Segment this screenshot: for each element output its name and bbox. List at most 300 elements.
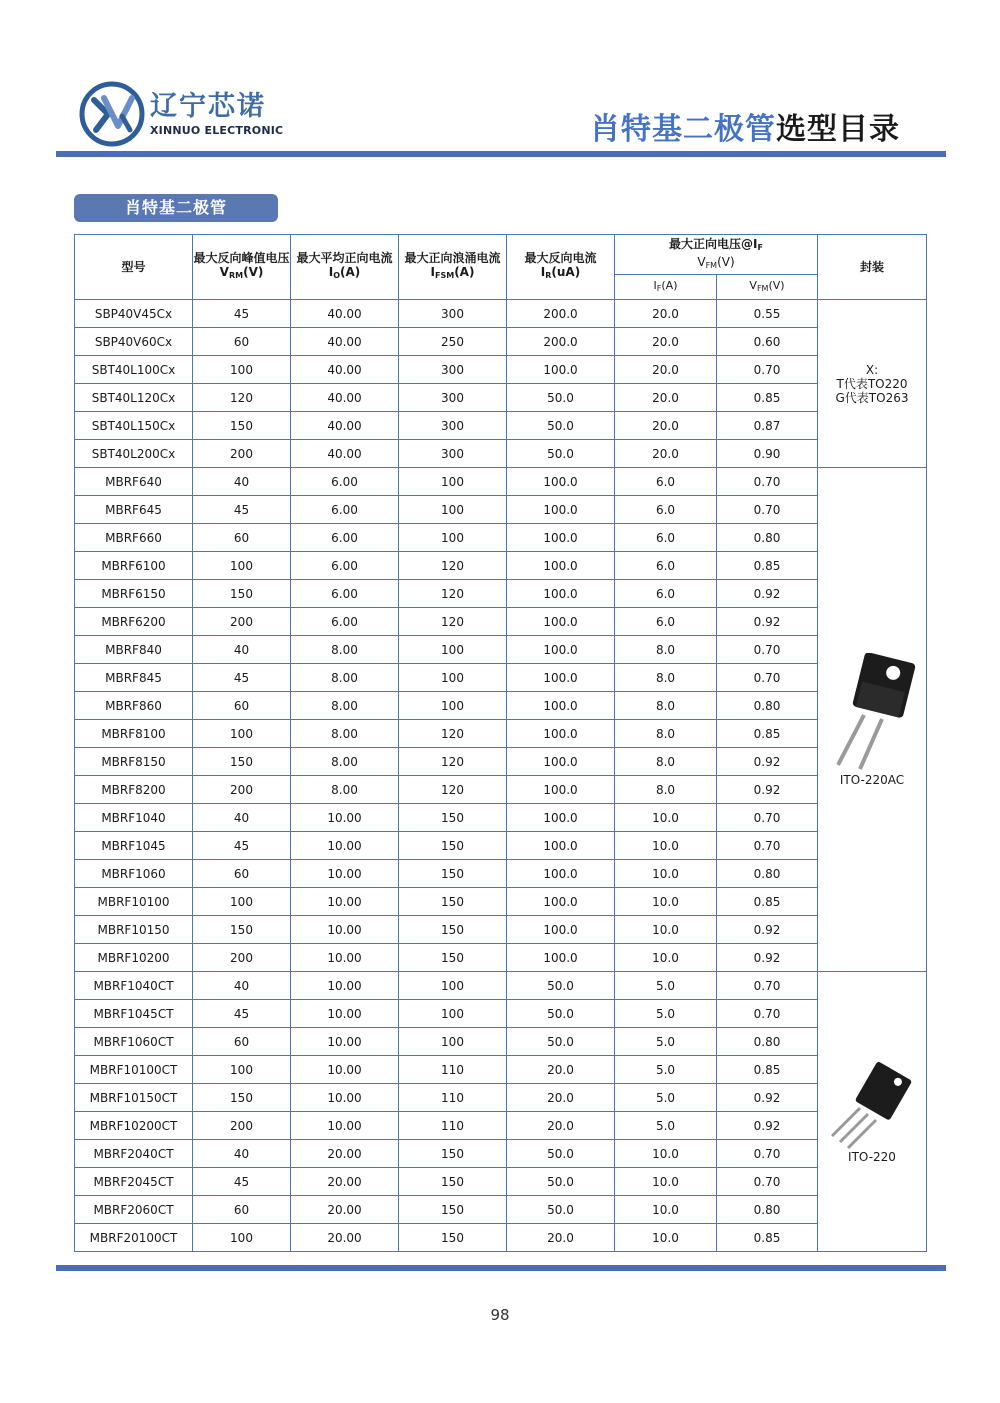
ito220-package-icon	[818, 1060, 926, 1150]
cell-vrm: 45	[193, 664, 291, 692]
catalog-title-part2: 选型目录	[776, 112, 900, 147]
cell-vfm: 0.80	[717, 1028, 818, 1056]
table-row	[75, 608, 927, 636]
cell-model: SBT40L200Cx	[75, 440, 193, 468]
cell-ir: 50.0	[507, 1140, 615, 1168]
cell-if: 20.0	[615, 300, 717, 328]
table-row	[75, 496, 927, 524]
cell-vfm: 0.70	[717, 636, 818, 664]
table-row	[75, 412, 927, 440]
table-row	[75, 328, 927, 356]
cell-ir: 50.0	[507, 1196, 615, 1224]
cell-io: 10.00	[291, 916, 399, 944]
package-cell	[818, 468, 927, 972]
cell-ir: 100.0	[507, 804, 615, 832]
table-row	[75, 832, 927, 860]
cell-model: MBRF10200	[75, 944, 193, 972]
cell-io: 6.00	[291, 468, 399, 496]
cell-io: 6.00	[291, 552, 399, 580]
selection-table-body	[75, 300, 927, 1252]
cell-vrm: 200	[193, 776, 291, 804]
cell-ifsm: 150	[399, 1196, 507, 1224]
cell-io: 20.00	[291, 1224, 399, 1252]
table-row	[75, 1196, 927, 1224]
cell-io: 10.00	[291, 888, 399, 916]
cell-model: SBT40L120Cx	[75, 384, 193, 412]
cell-model: MBRF1045CT	[75, 1000, 193, 1028]
cell-vfm: 0.80	[717, 860, 818, 888]
cell-vrm: 45	[193, 496, 291, 524]
cell-if: 10.0	[615, 1168, 717, 1196]
cell-model: MBRF640	[75, 468, 193, 496]
cell-vrm: 200	[193, 440, 291, 468]
footer-divider	[56, 1265, 946, 1271]
cell-vrm: 60	[193, 524, 291, 552]
cell-ifsm: 100	[399, 496, 507, 524]
cell-ir: 50.0	[507, 412, 615, 440]
cell-io: 8.00	[291, 720, 399, 748]
cell-ir: 100.0	[507, 860, 615, 888]
cell-if: 5.0	[615, 1084, 717, 1112]
cell-vfm: 0.92	[717, 944, 818, 972]
cell-if: 10.0	[615, 860, 717, 888]
table-row	[75, 692, 927, 720]
page-number: 98	[490, 1306, 510, 1324]
cell-ir: 20.0	[507, 1112, 615, 1140]
cell-io: 10.00	[291, 1084, 399, 1112]
cell-io: 6.00	[291, 608, 399, 636]
cell-ifsm: 100	[399, 1028, 507, 1056]
cell-ir: 200.0	[507, 300, 615, 328]
cell-vfm: 0.70	[717, 1140, 818, 1168]
cell-ir: 100.0	[507, 888, 615, 916]
table-row	[75, 356, 927, 384]
cell-io: 8.00	[291, 776, 399, 804]
cell-vfm: 0.60	[717, 328, 818, 356]
cell-vfm: 0.70	[717, 832, 818, 860]
cell-ifsm: 120	[399, 608, 507, 636]
cell-io: 10.00	[291, 860, 399, 888]
cell-vrm: 45	[193, 1000, 291, 1028]
cell-model: MBRF6100	[75, 552, 193, 580]
cell-if: 8.0	[615, 664, 717, 692]
table-row	[75, 720, 927, 748]
cell-if: 10.0	[615, 1140, 717, 1168]
table-row	[75, 1224, 927, 1252]
cell-if: 10.0	[615, 1224, 717, 1252]
cell-io: 6.00	[291, 496, 399, 524]
cell-ir: 100.0	[507, 692, 615, 720]
cell-io: 10.00	[291, 944, 399, 972]
cell-model: MBRF1060CT	[75, 1028, 193, 1056]
cell-vfm: 0.92	[717, 608, 818, 636]
cell-io: 8.00	[291, 636, 399, 664]
cell-vfm: 0.85	[717, 888, 818, 916]
cell-ifsm: 100	[399, 524, 507, 552]
cell-io: 10.00	[291, 1056, 399, 1084]
cell-vfm: 0.85	[717, 1056, 818, 1084]
cell-model: SBT40L100Cx	[75, 356, 193, 384]
cell-ifsm: 150	[399, 1168, 507, 1196]
cell-vfm: 0.70	[717, 804, 818, 832]
cell-ifsm: 300	[399, 440, 507, 468]
cell-ir: 100.0	[507, 608, 615, 636]
cell-ir: 100.0	[507, 720, 615, 748]
cell-if: 20.0	[615, 412, 717, 440]
cell-vfm: 0.70	[717, 1168, 818, 1196]
cell-ir: 100.0	[507, 356, 615, 384]
cell-ifsm: 100	[399, 1000, 507, 1028]
cell-vrm: 40	[193, 972, 291, 1000]
cell-ir: 100.0	[507, 636, 615, 664]
table-row	[75, 1168, 927, 1196]
cell-model: MBRF10150CT	[75, 1084, 193, 1112]
package-label: ITO-220	[848, 1149, 896, 1164]
cell-ir: 100.0	[507, 524, 615, 552]
cell-io: 40.00	[291, 328, 399, 356]
header-divider	[56, 151, 946, 157]
cell-io: 20.00	[291, 1140, 399, 1168]
cell-if: 8.0	[615, 692, 717, 720]
cell-ir: 100.0	[507, 832, 615, 860]
cell-if: 10.0	[615, 804, 717, 832]
cell-vrm: 120	[193, 384, 291, 412]
cell-vfm: 0.92	[717, 1112, 818, 1140]
cell-model: MBRF1040CT	[75, 972, 193, 1000]
cell-vrm: 45	[193, 300, 291, 328]
cell-if: 10.0	[615, 1196, 717, 1224]
cell-model: MBRF8200	[75, 776, 193, 804]
package-label: X:	[865, 362, 879, 377]
col-header-vfm-value: $V_{FM}(V)$	[717, 275, 818, 300]
cell-if: 10.0	[615, 944, 717, 972]
cell-ifsm: 100	[399, 972, 507, 1000]
table-row	[75, 440, 927, 468]
col-header-ir: 最大反向电流 $I_R(uA)$	[507, 235, 615, 300]
col-header-io: 最大平均正向电流 $I_O(A)$	[291, 235, 399, 300]
cell-vrm: 45	[193, 1168, 291, 1196]
cell-model: MBRF660	[75, 524, 193, 552]
selection-table	[74, 234, 927, 1252]
cell-vrm: 150	[193, 748, 291, 776]
cell-model: MBRF6200	[75, 608, 193, 636]
cell-vrm: 100	[193, 1224, 291, 1252]
cell-ifsm: 250	[399, 328, 507, 356]
cell-if: 8.0	[615, 636, 717, 664]
cell-vfm: 0.70	[717, 356, 818, 384]
cell-model: MBRF2040CT	[75, 1140, 193, 1168]
col-header-ifsm: 最大正向浪涌电流 $I_{FSM}(A)$	[399, 235, 507, 300]
cell-vrm: 40	[193, 1140, 291, 1168]
cell-model: MBRF2045CT	[75, 1168, 193, 1196]
company-logo	[78, 80, 284, 150]
cell-vrm: 40	[193, 804, 291, 832]
cell-model: SBP40V60Cx	[75, 328, 193, 356]
cell-vrm: 40	[193, 636, 291, 664]
cell-if: 10.0	[615, 832, 717, 860]
cell-vfm: 0.92	[717, 1084, 818, 1112]
cell-vfm: 0.85	[717, 1224, 818, 1252]
cell-ifsm: 300	[399, 384, 507, 412]
cell-ifsm: 100	[399, 664, 507, 692]
package-cell	[818, 972, 927, 1252]
cell-io: 6.00	[291, 524, 399, 552]
cell-model: MBRF10200CT	[75, 1112, 193, 1140]
table-row	[75, 1084, 927, 1112]
cell-ir: 50.0	[507, 1168, 615, 1196]
catalog-title-part1: 肖特基二极管	[590, 112, 776, 147]
cell-vrm: 60	[193, 1196, 291, 1224]
cell-io: 10.00	[291, 1112, 399, 1140]
cell-vfm: 0.70	[717, 468, 818, 496]
cell-ifsm: 150	[399, 944, 507, 972]
cell-io: 10.00	[291, 1000, 399, 1028]
package-cell	[818, 300, 927, 468]
cell-vfm: 0.70	[717, 972, 818, 1000]
table-row	[75, 524, 927, 552]
table-row	[75, 804, 927, 832]
cell-vrm: 150	[193, 412, 291, 440]
cell-if: 5.0	[615, 1028, 717, 1056]
cell-vrm: 40	[193, 468, 291, 496]
cell-model: MBRF840	[75, 636, 193, 664]
cell-ifsm: 150	[399, 804, 507, 832]
cell-ir: 20.0	[507, 1056, 615, 1084]
col-header-package: 封装	[818, 235, 927, 300]
table-row	[75, 1000, 927, 1028]
company-name-en: XINNUO ELECTRONIC	[150, 124, 284, 137]
cell-ir: 100.0	[507, 580, 615, 608]
table-row	[75, 384, 927, 412]
cell-model: MBRF10100	[75, 888, 193, 916]
cell-model: MBRF860	[75, 692, 193, 720]
col-header-if: $I_F(A)$	[615, 275, 717, 300]
cell-ifsm: 150	[399, 1140, 507, 1168]
cell-ir: 50.0	[507, 384, 615, 412]
table-row	[75, 468, 927, 496]
table-row	[75, 664, 927, 692]
cell-vfm: 0.92	[717, 776, 818, 804]
package-label: ITO-220AC	[839, 772, 905, 787]
cell-model: MBRF645	[75, 496, 193, 524]
cell-model: MBRF1040	[75, 804, 193, 832]
cell-ir: 100.0	[507, 496, 615, 524]
cell-model: MBRF845	[75, 664, 193, 692]
table-row	[75, 580, 927, 608]
cell-vrm: 100	[193, 356, 291, 384]
cell-ir: 100.0	[507, 552, 615, 580]
cell-vfm: 0.55	[717, 300, 818, 328]
cell-vrm: 100	[193, 552, 291, 580]
cell-vfm: 0.92	[717, 748, 818, 776]
cell-ir: 100.0	[507, 664, 615, 692]
cell-if: 5.0	[615, 1112, 717, 1140]
cell-vfm: 0.80	[717, 692, 818, 720]
cell-ir: 100.0	[507, 944, 615, 972]
cell-vrm: 150	[193, 1084, 291, 1112]
cell-model: MBRF20100CT	[75, 1224, 193, 1252]
page-header	[0, 0, 1000, 160]
cell-if: 5.0	[615, 1056, 717, 1084]
cell-io: 20.00	[291, 1196, 399, 1224]
cell-ifsm: 300	[399, 356, 507, 384]
cell-io: 40.00	[291, 300, 399, 328]
cell-ir: 100.0	[507, 748, 615, 776]
cell-vfm: 0.85	[717, 552, 818, 580]
cell-model: MBRF8100	[75, 720, 193, 748]
cell-model: SBT40L150Cx	[75, 412, 193, 440]
cell-vfm: 0.92	[717, 916, 818, 944]
cell-io: 6.00	[291, 580, 399, 608]
cell-vrm: 200	[193, 608, 291, 636]
cell-io: 8.00	[291, 664, 399, 692]
cell-ifsm: 110	[399, 1112, 507, 1140]
cell-ir: 20.0	[507, 1224, 615, 1252]
cell-model: MBRF1045	[75, 832, 193, 860]
cell-io: 8.00	[291, 748, 399, 776]
cell-model: MBRF10100CT	[75, 1056, 193, 1084]
cell-if: 20.0	[615, 384, 717, 412]
cell-if: 5.0	[615, 972, 717, 1000]
cell-ifsm: 120	[399, 580, 507, 608]
cell-if: 6.0	[615, 608, 717, 636]
cell-io: 40.00	[291, 412, 399, 440]
cell-ifsm: 150	[399, 860, 507, 888]
cell-if: 8.0	[615, 748, 717, 776]
cell-vrm: 200	[193, 944, 291, 972]
cell-if: 6.0	[615, 496, 717, 524]
ito220ac-package-icon	[818, 653, 926, 773]
col-header-model: 型号	[75, 235, 193, 300]
cell-model: MBRF10150	[75, 916, 193, 944]
table-row	[75, 1112, 927, 1140]
cell-if: 6.0	[615, 524, 717, 552]
cell-ifsm: 150	[399, 832, 507, 860]
cell-if: 10.0	[615, 916, 717, 944]
cell-ifsm: 100	[399, 692, 507, 720]
cell-if: 20.0	[615, 328, 717, 356]
cell-vrm: 100	[193, 1056, 291, 1084]
cell-if: 20.0	[615, 356, 717, 384]
cell-ifsm: 120	[399, 748, 507, 776]
cell-ifsm: 150	[399, 888, 507, 916]
cell-vfm: 0.85	[717, 720, 818, 748]
cell-vfm: 0.70	[717, 1000, 818, 1028]
cell-if: 6.0	[615, 552, 717, 580]
cell-if: 10.0	[615, 888, 717, 916]
cell-ir: 100.0	[507, 468, 615, 496]
cell-ir: 50.0	[507, 440, 615, 468]
cell-ifsm: 300	[399, 412, 507, 440]
cell-io: 40.00	[291, 384, 399, 412]
table-row	[75, 776, 927, 804]
cell-ir: 100.0	[507, 776, 615, 804]
table-row	[75, 916, 927, 944]
cell-io: 10.00	[291, 1028, 399, 1056]
table-row	[75, 636, 927, 664]
cell-vfm: 0.80	[717, 524, 818, 552]
cell-vfm: 0.92	[717, 580, 818, 608]
table-row	[75, 300, 927, 328]
cell-ifsm: 100	[399, 636, 507, 664]
cell-io: 8.00	[291, 692, 399, 720]
cell-io: 40.00	[291, 356, 399, 384]
cell-io: 10.00	[291, 832, 399, 860]
table-row	[75, 1028, 927, 1056]
cell-if: 20.0	[615, 440, 717, 468]
cell-vrm: 100	[193, 888, 291, 916]
cell-if: 6.0	[615, 580, 717, 608]
cell-ifsm: 120	[399, 776, 507, 804]
cell-vrm: 60	[193, 692, 291, 720]
cell-model: MBRF6150	[75, 580, 193, 608]
selection-table-wrapper	[74, 234, 927, 1252]
table-row	[75, 1140, 927, 1168]
cell-ifsm: 120	[399, 552, 507, 580]
cell-vrm: 150	[193, 916, 291, 944]
cell-ifsm: 110	[399, 1056, 507, 1084]
table-row	[75, 552, 927, 580]
cell-vrm: 45	[193, 832, 291, 860]
cell-model: SBP40V45Cx	[75, 300, 193, 328]
cell-if: 8.0	[615, 776, 717, 804]
cell-ir: 20.0	[507, 1084, 615, 1112]
cell-vfm: 0.85	[717, 384, 818, 412]
table-row	[75, 944, 927, 972]
cell-ir: 50.0	[507, 1000, 615, 1028]
cell-io: 10.00	[291, 972, 399, 1000]
cell-ifsm: 150	[399, 1224, 507, 1252]
cell-vrm: 100	[193, 720, 291, 748]
cell-ifsm: 300	[399, 300, 507, 328]
table-row	[75, 860, 927, 888]
cell-ifsm: 120	[399, 720, 507, 748]
cell-ir: 100.0	[507, 916, 615, 944]
company-name-cn: 辽宁芯诺	[150, 91, 266, 122]
table-row	[75, 888, 927, 916]
cell-vfm: 0.90	[717, 440, 818, 468]
xinnuo-logo-icon	[78, 80, 146, 148]
cell-vfm: 0.70	[717, 664, 818, 692]
cell-model: MBRF8150	[75, 748, 193, 776]
package-label: T代表TO220	[836, 376, 908, 391]
cell-vrm: 60	[193, 860, 291, 888]
table-row	[75, 748, 927, 776]
cell-ifsm: 150	[399, 916, 507, 944]
cell-vfm: 0.70	[717, 496, 818, 524]
table-row	[75, 972, 927, 1000]
section-tag: 肖特基二极管	[74, 194, 278, 222]
cell-ifsm: 100	[399, 468, 507, 496]
cell-vfm: 0.80	[717, 1196, 818, 1224]
cell-model: MBRF1060	[75, 860, 193, 888]
cell-ir: 50.0	[507, 1028, 615, 1056]
cell-vrm: 60	[193, 328, 291, 356]
cell-ir: 50.0	[507, 972, 615, 1000]
cell-if: 6.0	[615, 468, 717, 496]
col-header-vrm: 最大反向峰值电压 $V_{RM}(V)$	[193, 235, 291, 300]
cell-if: 5.0	[615, 1000, 717, 1028]
cell-vrm: 60	[193, 1028, 291, 1056]
cell-vrm: 200	[193, 1112, 291, 1140]
cell-vrm: 150	[193, 580, 291, 608]
cell-ir: 200.0	[507, 328, 615, 356]
cell-model: MBRF2060CT	[75, 1196, 193, 1224]
cell-ifsm: 110	[399, 1084, 507, 1112]
package-label: G代表TO263	[835, 390, 909, 405]
cell-if: 8.0	[615, 720, 717, 748]
cell-io: 40.00	[291, 440, 399, 468]
